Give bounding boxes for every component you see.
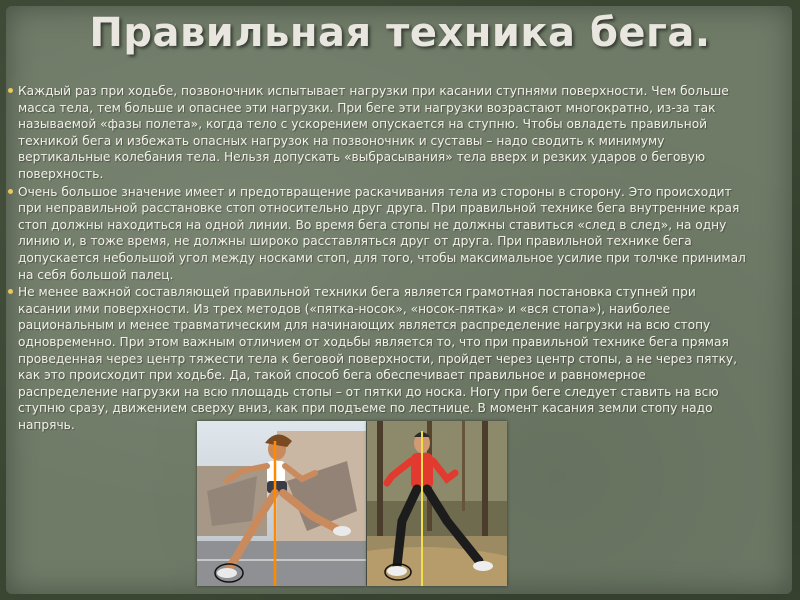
paragraph-2 — [8, 184, 746, 284]
paragraph-2-text: Очень большое значение имеет и предотвращение раскачивания тела из стороны в сторону. Это происходит при неправильной расстановке стоп относительно друг друга. При правильной технике бега внутренние края стоп должны находиться на одной линии. Во время бега стопы не должны ставиться «след в след», на одну линию и, в тоже время, не должны широко расставляться друг от друга. При правильной технике бега допускается небольшой угол между носками стоп, для того, чтобы максимальное усилие при толчке принимал на себя большой палец. — [18, 184, 746, 282]
paragraph-3-text: Не менее важной составляющей правильной техники бега является грамотная постановка ступней при касании ими поверхности. Из трех методов («пятка-носок», «носок-пятка» и «вся стопа»), наиболее рациональным и менее травматическим для начинающих является распределение нагрузки на всю стопу одновременно. При этом важным отличием от ходьбы является то, что при правильной технике бега прямая проведенная через центр тяжести тела к беговой поверхности, пройдет через центр стопы, а не через пятку, как это происходит при ходьбе. Да, такой способ бега обеспечивает правильное и равномерное распределение нагрузки на всю площадь стопы – от пятки до носка. Ногу при беге следует ставить на всю ступню сразу, движением сверху вниз, как при подъеме по лестнице. В момент касания земли стопу надо напрячь. — [18, 285, 738, 432]
runner-photo-left-image — [197, 421, 366, 586]
bullet-icon — [8, 189, 13, 194]
runner-photo-left — [197, 421, 366, 586]
bullet-icon — [8, 289, 13, 294]
paragraph-1 — [8, 83, 746, 183]
bullet-icon — [8, 88, 13, 93]
paragraph-1-text: Каждый раз при ходьбе, позвоночник испытывает нагрузки при касании ступнями поверхности. Чем больше масса тела, тем больше и опаснее эти нагрузки. При беге эти нагрузки возрастают многократно, из-за так называемой «фазы полета», когда тело с ускорением опускается на ступню. Чтобы овладеть правильной техникой бега и избежать опасных нагрузок на позвоночник и суставы – надо сводить к минимуму вертикальные колебания тела. Нельзя допускать «выбрасывания» тела вверх и резких ударов о беговую поверхность. — [18, 84, 729, 181]
runner-photo-right-image — [367, 421, 507, 586]
paragraph-3 — [8, 284, 746, 433]
runner-photo-right — [367, 421, 507, 586]
slide-title: Правильная техника бега. — [89, 10, 711, 56]
slide-body — [8, 83, 746, 434]
